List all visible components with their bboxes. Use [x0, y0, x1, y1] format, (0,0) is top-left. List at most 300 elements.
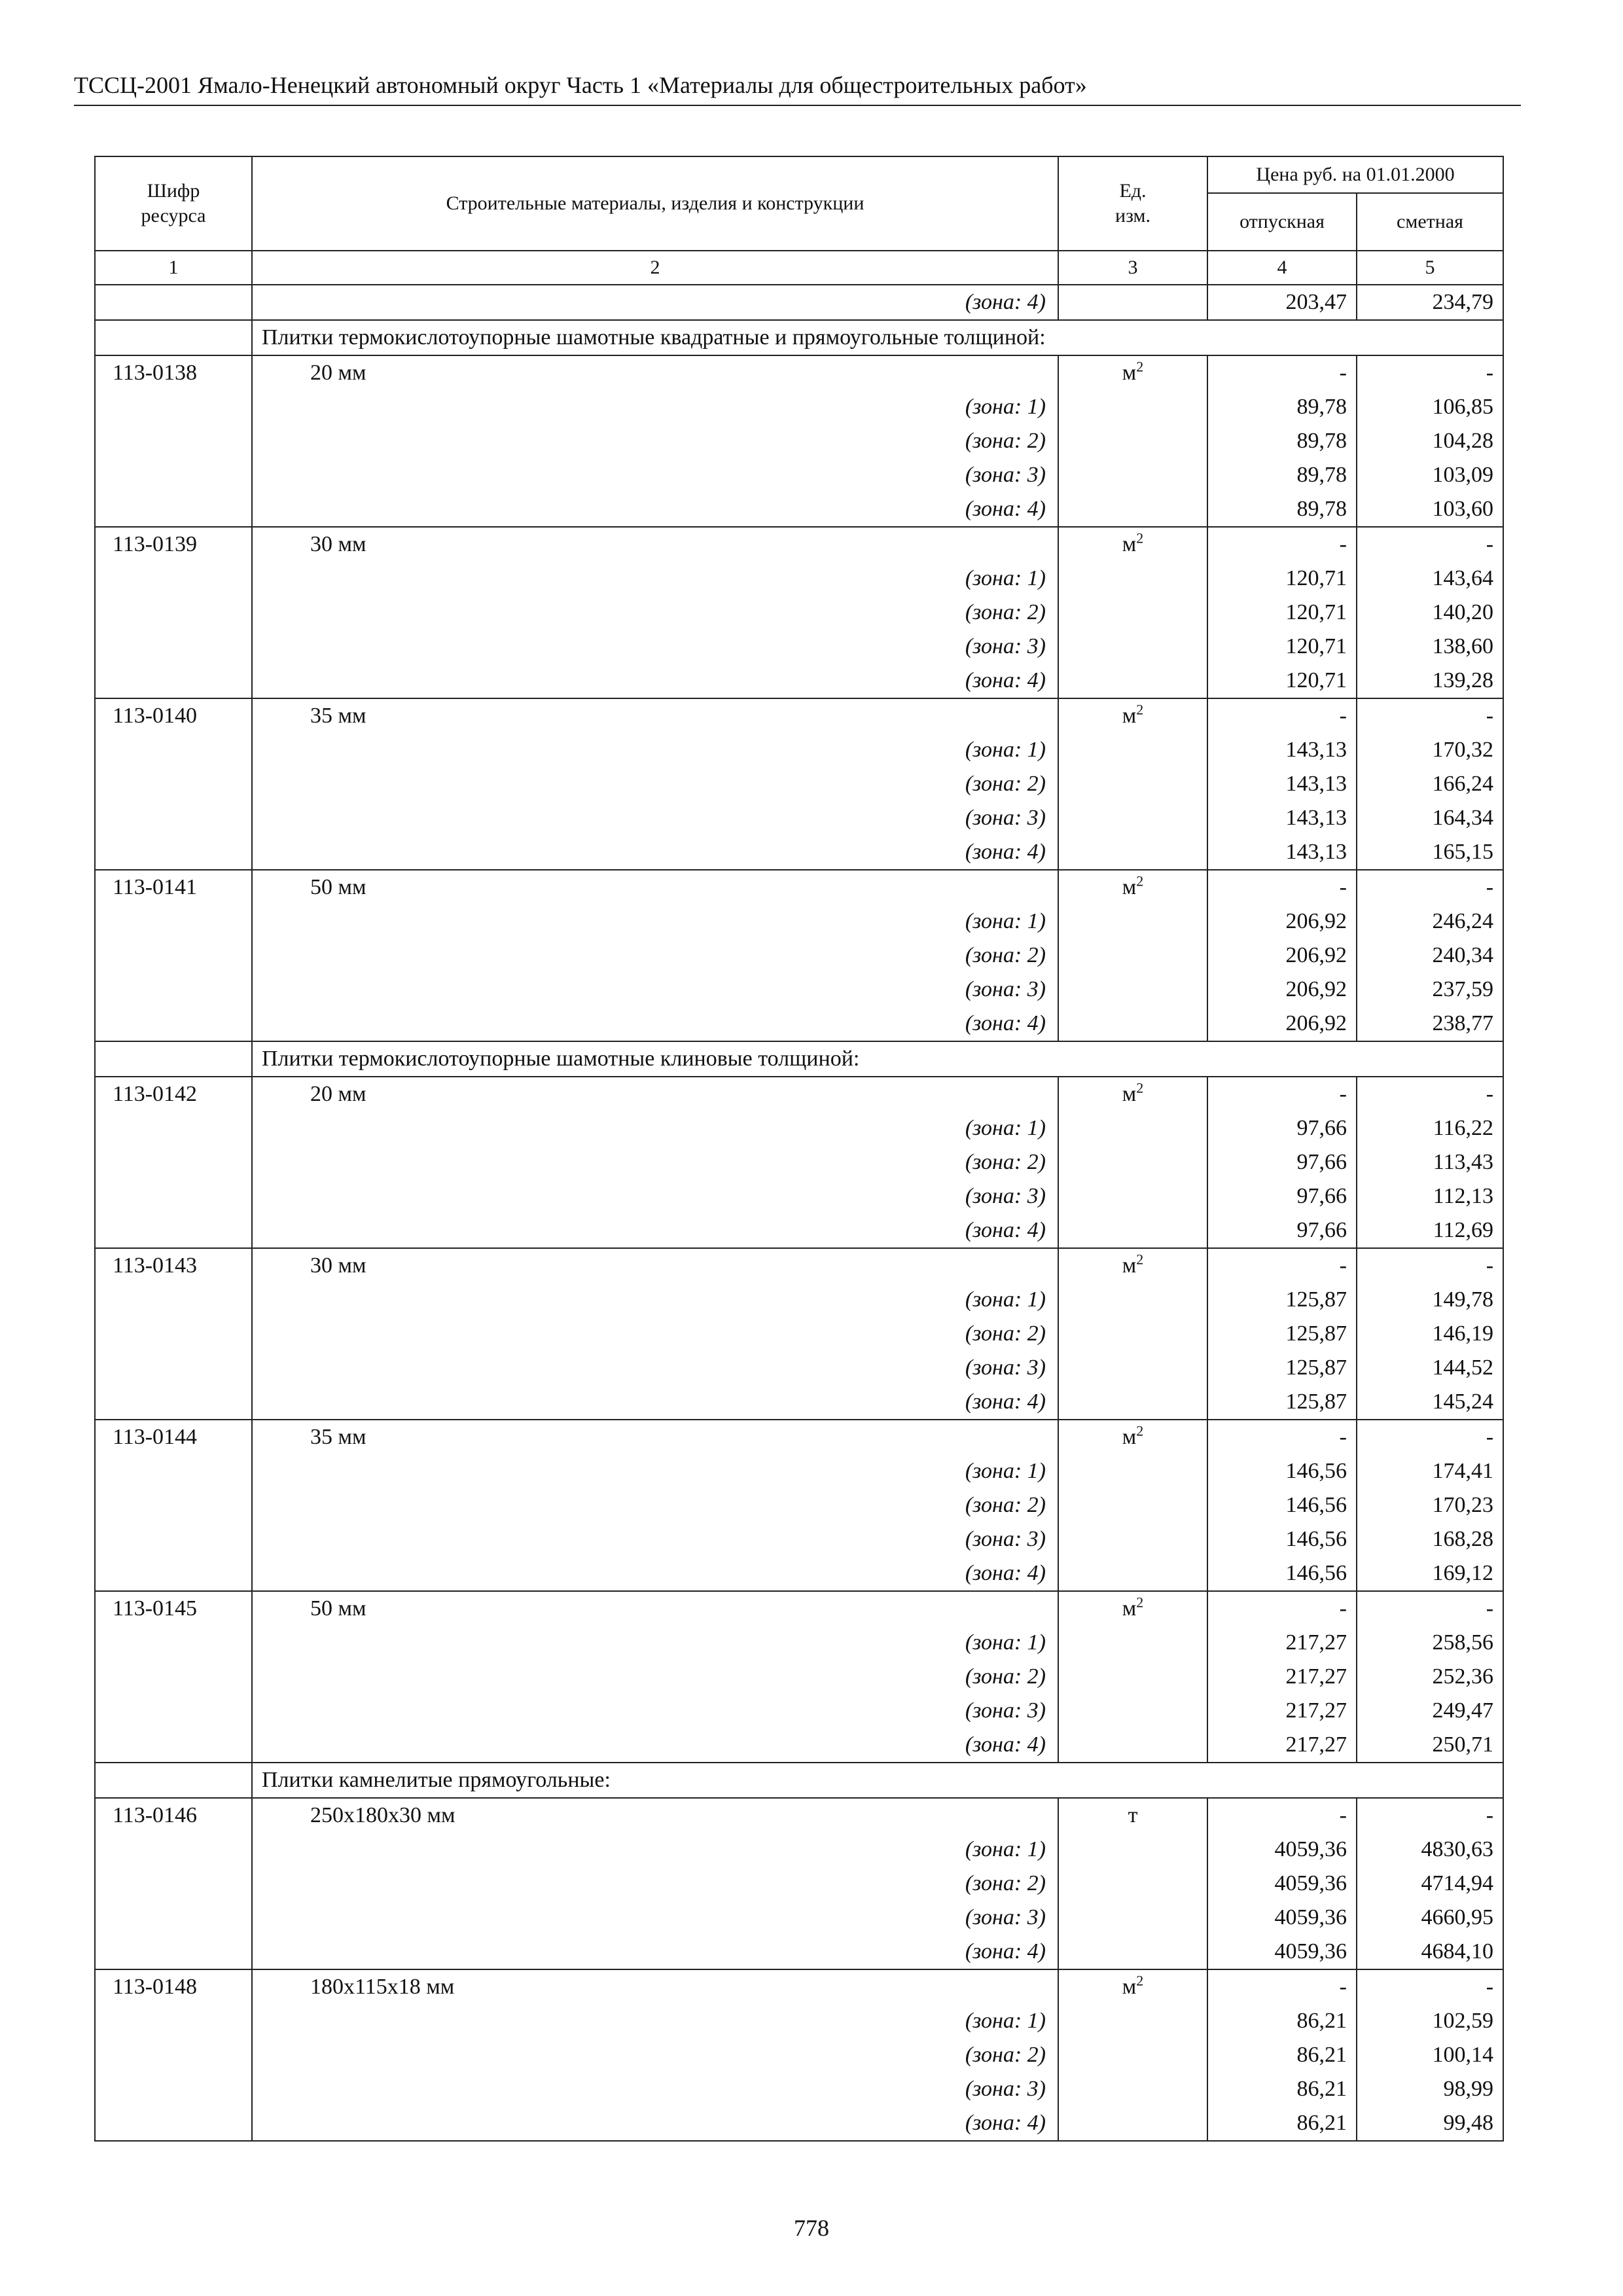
table-header — [95, 156, 1503, 285]
estimate-price: 250,71 — [1357, 1728, 1503, 1763]
zone-label: (зона: 1) — [252, 562, 1058, 596]
release-price: 86,21 — [1207, 2072, 1357, 2106]
zone-unit-cell — [1058, 767, 1207, 801]
zone-code-cell — [95, 664, 252, 698]
zone-row — [95, 1626, 1503, 1660]
release-price: 120,71 — [1207, 562, 1357, 596]
zone-label: (зона: 3) — [252, 1901, 1058, 1935]
column-number-5: 5 — [1357, 251, 1503, 285]
zone-row — [95, 939, 1503, 973]
resource-code: 113-0142 — [95, 1077, 252, 1111]
unit-base: м — [1122, 704, 1137, 728]
item-name: 30 мм — [310, 1253, 366, 1278]
release-price: 146,56 — [1207, 1488, 1357, 1522]
estimate-price: 237,59 — [1357, 973, 1503, 1007]
estimate-price: 168,28 — [1357, 1522, 1503, 1556]
estimate-price: 164,34 — [1357, 801, 1503, 835]
estimate-price: 170,32 — [1357, 733, 1503, 767]
release-price: 97,66 — [1207, 1213, 1357, 1248]
zone-row — [95, 2106, 1503, 2141]
zone-label: (зона: 1) — [252, 1454, 1058, 1488]
zone-row — [95, 1111, 1503, 1145]
zone-unit-cell — [1058, 424, 1207, 458]
column-header-release: отпускная — [1207, 193, 1357, 251]
release-price: 206,92 — [1207, 905, 1357, 939]
zone-code-cell — [95, 1728, 252, 1763]
item-row — [95, 1591, 1503, 1626]
estimate-price: 165,15 — [1357, 835, 1503, 870]
item-name-cell — [252, 1420, 1058, 1454]
zone-code-cell — [95, 390, 252, 424]
zone-label: (зона: 4) — [252, 1385, 1058, 1420]
zone-label: (зона: 2) — [252, 1660, 1058, 1694]
release-price: 206,92 — [1207, 939, 1357, 973]
zone-unit-cell — [1058, 1385, 1207, 1420]
release-price: - — [1207, 698, 1357, 733]
zone-code-cell — [95, 2106, 252, 2141]
zone-row — [95, 1385, 1503, 1420]
item-name-cell — [252, 1248, 1058, 1283]
zone-unit-cell — [1058, 1660, 1207, 1694]
resource-code: 113-0144 — [95, 1420, 252, 1454]
zone-unit-cell — [1058, 664, 1207, 698]
item-name: 35 мм — [310, 1425, 366, 1449]
section-code-cell — [95, 1763, 252, 1798]
release-price: 86,21 — [1207, 2004, 1357, 2038]
zone-row — [95, 1351, 1503, 1385]
estimate-price: 174,41 — [1357, 1454, 1503, 1488]
zone-code-cell — [95, 905, 252, 939]
zone-label: (зона: 4) — [252, 2106, 1058, 2141]
zone-unit-cell — [1058, 1488, 1207, 1522]
zone-code-cell — [95, 1283, 252, 1317]
item-row — [95, 1798, 1503, 1833]
unit-cell — [1058, 698, 1207, 733]
release-price: 86,21 — [1207, 2106, 1357, 2141]
zone-row — [95, 1833, 1503, 1867]
zone-code-cell — [95, 1007, 252, 1041]
column-number-2: 2 — [252, 251, 1058, 285]
zone-unit-cell — [1058, 1213, 1207, 1248]
column-header-estimate: сметная — [1357, 193, 1503, 251]
release-price: 97,66 — [1207, 1179, 1357, 1213]
zone-unit-cell — [1058, 1283, 1207, 1317]
estimate-price: 103,09 — [1357, 458, 1503, 492]
zone-row — [95, 596, 1503, 630]
zone-unit-cell — [1058, 1351, 1207, 1385]
table-body — [95, 285, 1503, 2141]
estimate-price: 4660,95 — [1357, 1901, 1503, 1935]
price-table — [94, 156, 1504, 2142]
unit-cell — [1058, 870, 1207, 905]
unit-cell — [1058, 527, 1207, 562]
column-header-price-group: Цена руб. на 01.01.2000 — [1207, 156, 1503, 193]
unit-exponent: 2 — [1136, 1251, 1144, 1268]
zone-code-cell — [95, 767, 252, 801]
estimate-price: - — [1357, 1591, 1503, 1626]
release-price: 89,78 — [1207, 458, 1357, 492]
estimate-price: 144,52 — [1357, 1351, 1503, 1385]
column-header-unit — [1058, 156, 1207, 251]
release-price: 125,87 — [1207, 1351, 1357, 1385]
zone-row — [95, 1901, 1503, 1935]
unit-exponent: 2 — [1136, 1594, 1144, 1611]
zone-label: (зона: 4) — [252, 1556, 1058, 1591]
zone-row — [95, 562, 1503, 596]
zone-label: (зона: 3) — [252, 1179, 1058, 1213]
zone-label: (зона: 2) — [252, 1317, 1058, 1351]
zone-label: (зона: 3) — [252, 801, 1058, 835]
zone-code-cell — [95, 2004, 252, 2038]
zone-label: (зона: 1) — [252, 1833, 1058, 1867]
estimate-price: 103,60 — [1357, 492, 1503, 527]
zone-code-cell — [95, 458, 252, 492]
unit-cell — [1058, 1591, 1207, 1626]
zone-code-cell — [95, 1660, 252, 1694]
resource-code: 113-0138 — [95, 355, 252, 390]
resource-code: 113-0139 — [95, 527, 252, 562]
section-code-cell — [95, 1041, 252, 1077]
zone-code-cell — [95, 733, 252, 767]
estimate-price: - — [1357, 870, 1503, 905]
unit-exponent: 2 — [1136, 1422, 1144, 1439]
zone-code-cell — [95, 1488, 252, 1522]
unit-cell — [1058, 1248, 1207, 1283]
unit-cell — [1058, 355, 1207, 390]
column-header-unit-label: Ед. изм. — [1115, 180, 1150, 226]
zone-row — [95, 1213, 1503, 1248]
zone-code-cell — [95, 1179, 252, 1213]
estimate-price: 100,14 — [1357, 2038, 1503, 2072]
column-header-code — [95, 156, 252, 251]
release-price: 143,13 — [1207, 801, 1357, 835]
zone-row — [95, 630, 1503, 664]
zone-label: (зона: 1) — [252, 1283, 1058, 1317]
column-header-name: Строительные материалы, изделия и конструкции — [252, 156, 1058, 251]
section-title-cell — [252, 320, 1503, 355]
zone-row — [95, 2004, 1503, 2038]
zone-row — [95, 1728, 1503, 1763]
unit-base: т — [1128, 1803, 1138, 1827]
zone-unit-cell — [1058, 2004, 1207, 2038]
estimate-price: - — [1357, 1248, 1503, 1283]
estimate-price: 170,23 — [1357, 1488, 1503, 1522]
estimate-price: 140,20 — [1357, 596, 1503, 630]
column-number-3: 3 — [1058, 251, 1207, 285]
zone-code-cell — [95, 630, 252, 664]
release-price: 203,47 — [1207, 285, 1357, 320]
release-price: 4059,36 — [1207, 1833, 1357, 1867]
estimate-price: 98,99 — [1357, 2072, 1503, 2106]
estimate-price: 246,24 — [1357, 905, 1503, 939]
release-price: 143,13 — [1207, 733, 1357, 767]
item-name-cell — [252, 1591, 1058, 1626]
estimate-price: 112,13 — [1357, 1179, 1503, 1213]
release-price: 89,78 — [1207, 390, 1357, 424]
zone-label: (зона: 3) — [252, 973, 1058, 1007]
section-code-cell — [95, 320, 252, 355]
release-price: 217,27 — [1207, 1728, 1357, 1763]
column-number-4: 4 — [1207, 251, 1357, 285]
unit-base: м — [1122, 875, 1137, 899]
release-price: 217,27 — [1207, 1660, 1357, 1694]
zone-row — [95, 1488, 1503, 1522]
section-row — [95, 1763, 1503, 1798]
column-number-1: 1 — [95, 251, 252, 285]
column-header-code-label: Шифр ресурса — [141, 180, 206, 226]
zone-code-cell — [95, 1833, 252, 1867]
section-title: Плитки термокислотоупорные шамотные квадратные и прямоугольные толщиной: — [262, 325, 1046, 350]
release-price: 217,27 — [1207, 1694, 1357, 1728]
estimate-price: - — [1357, 1077, 1503, 1111]
zone-label: (зона: 4) — [252, 1007, 1058, 1041]
section-row — [95, 320, 1503, 355]
estimate-price: 112,69 — [1357, 1213, 1503, 1248]
section-title-cell — [252, 1041, 1503, 1077]
zone-code-cell — [95, 1111, 252, 1145]
item-name: 20 мм — [310, 361, 366, 385]
zone-code-cell — [95, 1694, 252, 1728]
zone-row — [95, 424, 1503, 458]
release-price: 4059,36 — [1207, 1901, 1357, 1935]
zone-code-cell — [95, 801, 252, 835]
zone-unit-cell — [1058, 562, 1207, 596]
zone-label: (зона: 2) — [252, 939, 1058, 973]
zone-row — [95, 1283, 1503, 1317]
zone-code-cell — [95, 1385, 252, 1420]
zone-code-cell — [95, 1867, 252, 1901]
zone-row — [95, 1454, 1503, 1488]
zone-unit-cell — [1058, 1179, 1207, 1213]
unit-cell — [1058, 1798, 1207, 1833]
item-row — [95, 527, 1503, 562]
estimate-price: - — [1357, 1969, 1503, 2004]
zone-unit-cell — [1058, 939, 1207, 973]
release-price: - — [1207, 870, 1357, 905]
release-price: 206,92 — [1207, 973, 1357, 1007]
unit-cell — [1058, 1077, 1207, 1111]
zone-unit-cell — [1058, 1317, 1207, 1351]
item-name: 250x180x30 мм — [310, 1803, 455, 1827]
zone-unit-cell — [1058, 1901, 1207, 1935]
zone-unit-cell — [1058, 1522, 1207, 1556]
page-number: 778 — [794, 2215, 829, 2241]
zone-code-cell — [95, 1351, 252, 1385]
estimate-price: - — [1357, 1420, 1503, 1454]
zone-row — [95, 492, 1503, 527]
release-price: 125,87 — [1207, 1283, 1357, 1317]
item-row — [95, 1248, 1503, 1283]
zone-label: (зона: 2) — [252, 2038, 1058, 2072]
zone-label: (зона: 2) — [252, 1867, 1058, 1901]
estimate-price: - — [1357, 527, 1503, 562]
zone-row — [95, 1935, 1503, 1969]
estimate-price: 113,43 — [1357, 1145, 1503, 1179]
estimate-price: 149,78 — [1357, 1283, 1503, 1317]
zone-code-cell — [95, 492, 252, 527]
item-row — [95, 698, 1503, 733]
section-title: Плитки термокислотоупорные шамотные клиновые толщиной: — [262, 1047, 860, 1071]
zone-label: (зона: 4) — [252, 835, 1058, 870]
item-name-cell — [252, 698, 1058, 733]
release-price: 97,66 — [1207, 1145, 1357, 1179]
estimate-price: 238,77 — [1357, 1007, 1503, 1041]
zone-label: (зона: 4) — [252, 1935, 1058, 1969]
section-title-cell — [252, 1763, 1503, 1798]
estimate-price: 143,64 — [1357, 562, 1503, 596]
zone-code-cell — [95, 939, 252, 973]
release-price: - — [1207, 1798, 1357, 1833]
estimate-price: 106,85 — [1357, 390, 1503, 424]
estimate-price: - — [1357, 355, 1503, 390]
zone-row — [95, 905, 1503, 939]
estimate-price: - — [1357, 698, 1503, 733]
zone-label: (зона: 4) — [252, 492, 1058, 527]
zone-code-cell — [95, 596, 252, 630]
zone-code-cell — [95, 562, 252, 596]
estimate-price: 146,19 — [1357, 1317, 1503, 1351]
release-price: 97,66 — [1207, 1111, 1357, 1145]
estimate-price: 249,47 — [1357, 1694, 1503, 1728]
resource-code: 113-0146 — [95, 1798, 252, 1833]
estimate-price: 116,22 — [1357, 1111, 1503, 1145]
zone-row — [95, 2072, 1503, 2106]
release-price: 89,78 — [1207, 492, 1357, 527]
item-name-cell — [252, 527, 1058, 562]
zone-label: (зона: 2) — [252, 767, 1058, 801]
zone-label: (зона: 3) — [252, 630, 1058, 664]
unit-cell — [1058, 1969, 1207, 2004]
release-price: - — [1207, 527, 1357, 562]
item-row — [95, 1969, 1503, 2004]
item-row — [95, 1420, 1503, 1454]
unit-exponent: 2 — [1136, 701, 1144, 718]
zone-unit-cell — [1058, 1556, 1207, 1591]
zone-unit-cell — [1058, 801, 1207, 835]
item-name: 50 мм — [310, 1596, 366, 1621]
zone-row — [95, 973, 1503, 1007]
item-name: 30 мм — [310, 532, 366, 556]
release-price: - — [1207, 355, 1357, 390]
estimate-price: 258,56 — [1357, 1626, 1503, 1660]
zone-unit-cell — [1058, 458, 1207, 492]
zone-row — [95, 285, 1503, 320]
zone-label: (зона: 2) — [252, 424, 1058, 458]
estimate-price: 4714,94 — [1357, 1867, 1503, 1901]
release-price: 4059,36 — [1207, 1935, 1357, 1969]
zone-row — [95, 1867, 1503, 1901]
zone-row — [95, 458, 1503, 492]
resource-code: 113-0145 — [95, 1591, 252, 1626]
zone-unit-cell — [1058, 1111, 1207, 1145]
zone-code-cell — [95, 1213, 252, 1248]
estimate-price: 240,34 — [1357, 939, 1503, 973]
release-price: 86,21 — [1207, 2038, 1357, 2072]
zone-unit-cell — [1058, 1867, 1207, 1901]
unit-cell — [1058, 1420, 1207, 1454]
release-price: - — [1207, 1969, 1357, 2004]
zone-code-cell — [95, 1522, 252, 1556]
zone-unit-cell — [1058, 1935, 1207, 1969]
zone-code-cell — [95, 424, 252, 458]
zone-label: (зона: 2) — [252, 1145, 1058, 1179]
header-divider — [74, 105, 1521, 106]
estimate-price: 139,28 — [1357, 664, 1503, 698]
resource-code: 113-0140 — [95, 698, 252, 733]
zone-unit-cell — [1058, 1007, 1207, 1041]
zone-unit-cell — [1058, 2072, 1207, 2106]
zone-label: (зона: 2) — [252, 596, 1058, 630]
resource-code: 113-0141 — [95, 870, 252, 905]
release-price: 143,13 — [1207, 835, 1357, 870]
release-price: 4059,36 — [1207, 1867, 1357, 1901]
estimate-price: 99,48 — [1357, 2106, 1503, 2141]
resource-code: 113-0148 — [95, 1969, 252, 2004]
zone-unit-cell — [1058, 835, 1207, 870]
zone-unit-cell — [1058, 2106, 1207, 2141]
zone-unit-cell — [1058, 1626, 1207, 1660]
zone-unit-cell — [1058, 1728, 1207, 1763]
zone-unit-cell — [1058, 285, 1207, 320]
zone-code-cell — [95, 1145, 252, 1179]
section-title: Плитки камнелитые прямоугольные: — [262, 1768, 611, 1792]
zone-unit-cell — [1058, 1145, 1207, 1179]
zone-unit-cell — [1058, 492, 1207, 527]
unit-base: м — [1122, 361, 1137, 385]
estimate-price: 4684,10 — [1357, 1935, 1503, 1969]
unit-base: м — [1122, 1975, 1137, 1999]
zone-row — [95, 1660, 1503, 1694]
release-price: 125,87 — [1207, 1317, 1357, 1351]
zone-code-cell — [95, 285, 252, 320]
zone-code-cell — [95, 1626, 252, 1660]
zone-row — [95, 1007, 1503, 1041]
zone-code-cell — [95, 2072, 252, 2106]
zone-row — [95, 1317, 1503, 1351]
zone-unit-cell — [1058, 1694, 1207, 1728]
zone-label: (зона: 1) — [252, 905, 1058, 939]
zone-code-cell — [95, 973, 252, 1007]
item-row — [95, 355, 1503, 390]
zone-code-cell — [95, 2038, 252, 2072]
estimate-price: 166,24 — [1357, 767, 1503, 801]
release-price: 143,13 — [1207, 767, 1357, 801]
release-price: - — [1207, 1248, 1357, 1283]
zone-row — [95, 767, 1503, 801]
zone-unit-cell — [1058, 1454, 1207, 1488]
zone-unit-cell — [1058, 973, 1207, 1007]
item-name-cell — [252, 355, 1058, 390]
zone-unit-cell — [1058, 630, 1207, 664]
zone-code-cell — [95, 1454, 252, 1488]
unit-base: м — [1122, 1425, 1137, 1449]
release-price: 120,71 — [1207, 596, 1357, 630]
release-price: 206,92 — [1207, 1007, 1357, 1041]
zone-unit-cell — [1058, 733, 1207, 767]
zone-row — [95, 1522, 1503, 1556]
zone-label: (зона: 3) — [252, 1694, 1058, 1728]
estimate-price: 104,28 — [1357, 424, 1503, 458]
zone-unit-cell — [1058, 1833, 1207, 1867]
unit-base: м — [1122, 532, 1137, 556]
zone-row — [95, 801, 1503, 835]
estimate-price: 234,79 — [1357, 285, 1503, 320]
zone-label: (зона: 3) — [252, 458, 1058, 492]
zone-label: (зона: 4) — [252, 1728, 1058, 1763]
zone-row — [95, 1556, 1503, 1591]
zone-row — [95, 1694, 1503, 1728]
estimate-price: 145,24 — [1357, 1385, 1503, 1420]
